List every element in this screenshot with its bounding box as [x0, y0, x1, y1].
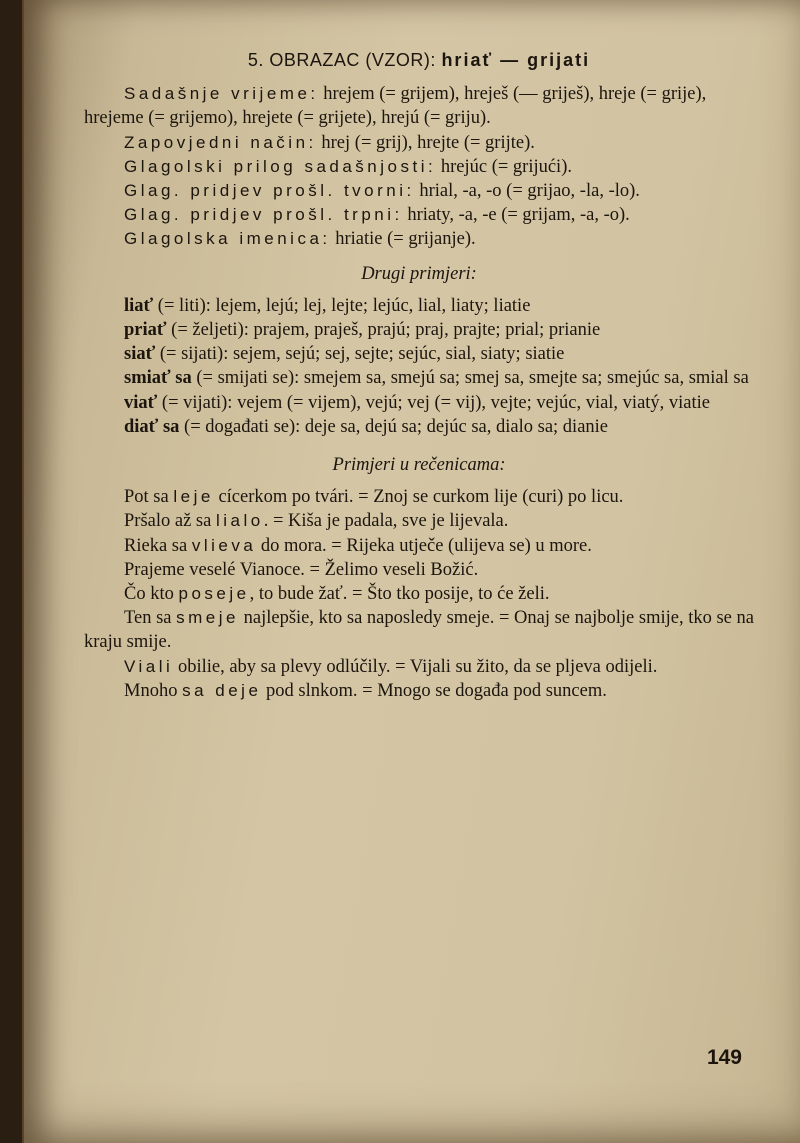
sentence-highlight: Viali	[124, 656, 174, 676]
grammar-text: hrej (= grij), hrejte (= grijte).	[316, 132, 535, 153]
sentence-highlight: vlieva	[191, 535, 257, 555]
example-verb: viať	[124, 392, 158, 413]
section-title-sentence-examples: Primjeri u rečenicama:	[332, 455, 506, 476]
example-verb: siať	[124, 344, 156, 365]
sentence-highlight: smeje	[176, 608, 239, 628]
example-entry	[84, 318, 754, 342]
grammar-label: Glagolski prilog sadašnjosti:	[124, 156, 437, 176]
sentence-pre: Čo kto	[124, 584, 179, 605]
sentence-post: do mora. = Rijeka utječe (ulijeva se) u more.	[256, 535, 592, 556]
example-text: (= vijati): vejem (= vijem), vejú; vej (= vij), vejte; vejúc, vial, viatý, viatie	[157, 392, 711, 413]
grammar-label: Glag. pridjev prošl. tvorni:	[124, 181, 415, 201]
sentence-post: pod slnkom. = Mnogo se događa pod suncem.	[261, 680, 607, 701]
sentence-highlight: sa deje	[182, 680, 262, 700]
sentence-example	[84, 485, 754, 509]
sentence-post: najlepšie, kto sa naposledy smeje. = Onaj se najbolje smije, tko se na kraju smije.	[84, 608, 754, 653]
grammar-label: Sadašnje vrijeme:	[124, 84, 319, 104]
example-verb: liať	[124, 295, 154, 316]
sentence-post: cícerkom po tvári. = Znoj se curkom lije (curi) po licu.	[213, 487, 624, 508]
sentence-highlight: Prajeme	[124, 559, 185, 580]
sentence-example	[84, 582, 754, 606]
page-content	[84, 48, 754, 703]
example-verb: priať	[124, 320, 167, 341]
grammar-line	[84, 227, 754, 251]
sentence-example	[84, 534, 754, 558]
sentence-pre: Pot sa	[124, 487, 174, 508]
grammar-text: hrejem (= grijem), hreješ (— griješ), hreje (= grije), hrejeme (= grijemo), hrejete (= grijete), hrejú (= griju).	[84, 84, 707, 129]
sentence-highlight: lialo	[215, 511, 264, 531]
grammar-label: Glag. pridjev prošl. trpni:	[124, 205, 403, 225]
grammar-line	[84, 131, 754, 155]
sentence-example	[84, 509, 754, 533]
example-text: (= smijati se): smejem sa, smejú sa; smej sa, smejte sa; smejúc sa, smial sa	[191, 368, 749, 389]
example-entry	[84, 391, 754, 415]
example-entry	[84, 366, 754, 390]
grammar-text: hrial, -a, -o (= grijao, -la, -lo).	[414, 181, 640, 202]
heading-title: 5. OBRAZAC (VZOR):	[247, 50, 442, 70]
heading-verbs: hriať — grijati	[441, 50, 591, 70]
example-entry	[84, 294, 754, 318]
section-title-other-examples: Drugi primjeri:	[361, 263, 477, 284]
sentence-pre: Ten sa	[124, 608, 177, 629]
sentence-pre: Rieka sa	[124, 535, 192, 556]
example-text: (= sijati): sejem, sejú; sej, sejte; sejúc, sial, siaty; siatie	[155, 344, 565, 365]
sentence-highlight: leje	[173, 487, 214, 507]
grammar-text: hriatie (= grijanje).	[330, 229, 476, 250]
grammar-line	[84, 179, 754, 203]
example-verb: smiať sa	[124, 368, 192, 389]
grammar-line	[84, 155, 754, 179]
sentence-example	[84, 655, 754, 679]
grammar-line	[84, 203, 754, 227]
page-number: 149	[706, 1046, 742, 1069]
example-verb: diať sa	[124, 416, 180, 437]
grammar-label: Glagolska imenica:	[124, 229, 331, 249]
example-text: (= događati se): deje sa, dejú sa; dejúc sa, dialo sa; dianie	[179, 416, 609, 437]
sentence-pre: Pršalo až sa	[124, 511, 216, 532]
sentence-pre: Mnoho	[124, 680, 183, 701]
example-text: (= željeti): prajem, praješ, prajú; praj, prajte; prial; prianie	[166, 320, 601, 341]
example-entry	[84, 415, 754, 439]
sentence-post: . = Kiša je padala, sve je lijevala.	[263, 511, 509, 532]
sentence-post: obilie, aby sa plevy odlúčily. = Vijali su žito, da se pljeva odijeli.	[173, 656, 658, 677]
sentence-post: , to bude žať. = Što tko posije, to će želi.	[249, 584, 550, 605]
example-text: (= liti): lejem, lejú; lej, lejte; lejúc, lial, liaty; liatie	[153, 295, 531, 316]
page-heading	[84, 48, 754, 72]
sentence-example	[84, 606, 754, 654]
grammar-text: hriaty, -a, -e (= grijam, -a, -o).	[402, 205, 630, 226]
sentence-example	[84, 558, 754, 582]
book-page	[22, 0, 800, 1143]
grammar-label: Zapovjedni način:	[124, 132, 317, 152]
sentence-example	[84, 679, 754, 703]
grammar-line	[84, 82, 754, 130]
sentence-post: veselé Vianoce. = Želimo veseli Božić.	[184, 559, 479, 580]
example-entry	[84, 342, 754, 366]
sentence-highlight: poseje	[178, 584, 250, 604]
grammar-text: hrejúc (= grijući).	[436, 156, 572, 177]
